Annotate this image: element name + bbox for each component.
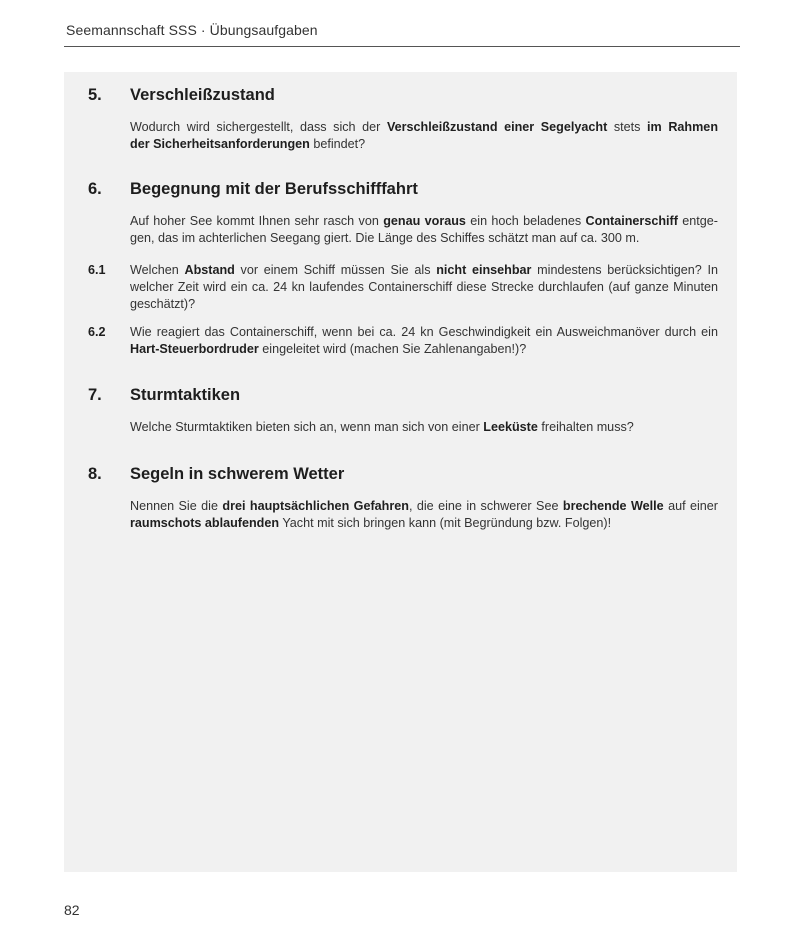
question-line: Welchen Abstand vor einem Schiff müssen Sie als nicht einsehbar mindestens berücksichtigen? In: [130, 263, 718, 277]
question-line: Wodurch wird sichergestellt, dass sich der Verschleißzustand einer Segelyacht stets im Rahmen: [130, 120, 719, 134]
section-number: 7.: [88, 386, 102, 404]
question-line: Wie reagiert das Containerschiff, wenn bei ca. 24 kn Geschwindigkeit ein Ausweichmanöver durch ein: [130, 325, 718, 339]
question-7-text: [130, 419, 718, 436]
section-6-heading: [88, 180, 418, 199]
section-title: Verschleißzustand: [130, 86, 275, 104]
section-number: 8.: [88, 465, 102, 483]
running-header: Seemannschaft SSS · Übungsaufgaben: [66, 22, 318, 38]
section-title: Begegnung mit der Berufsschifffahrt: [130, 180, 418, 198]
question-line: der Sicherheitsanforderungen befindet?: [130, 137, 366, 151]
question-line: raumschots ablaufenden Yacht mit sich bringen kann (mit Begründung bzw. Folgen)!: [130, 516, 612, 530]
question-5-text: [130, 119, 718, 153]
section-number: 6.: [88, 180, 102, 198]
section-number: 5.: [88, 86, 102, 104]
question-line: gen, das im achterlichen Seegang giert. Die Länge des Schiffes schätzt man auf ca. 300 m.: [130, 231, 640, 245]
section-title: Segeln in schwerem Wetter: [130, 465, 345, 483]
section-7-heading: [88, 386, 240, 405]
section-title: Sturmtaktiken: [130, 386, 241, 404]
question-6-2-text: [130, 324, 718, 358]
question-line: Auf hoher See kommt Ihnen sehr rasch von genau voraus ein hoch beladenes Containerschiff entge-: [130, 214, 718, 228]
question-line: welcher Zeit wird ein ca. 24 kn laufendes Containerschiff diese Strecke durchlaufen (auf ganze Minuten: [130, 280, 718, 294]
question-6-intro: [130, 213, 718, 247]
question-line: geschätzt)?: [130, 297, 196, 311]
question-line: Welche Sturmtaktiken bieten sich an, wenn man sich von einer Leeküste freihalten muss?: [130, 420, 634, 434]
section-5-heading: [88, 86, 275, 105]
header-rule: [64, 46, 740, 47]
question-6-1-number: 6.1: [88, 263, 106, 277]
page-number: 82: [64, 902, 80, 918]
question-8-text: [130, 498, 718, 532]
question-line: Nennen Sie die drei hauptsächlichen Gefahren, die eine in schwerer See brechende Welle auf einer: [130, 499, 718, 513]
question-6-1-text: [130, 262, 718, 313]
question-6-2-number: 6.2: [88, 325, 106, 339]
section-8-heading: [88, 465, 344, 484]
question-line: Hart-Steuerbordruder eingeleitet wird (machen Sie Zahlenangaben!)?: [130, 342, 527, 356]
